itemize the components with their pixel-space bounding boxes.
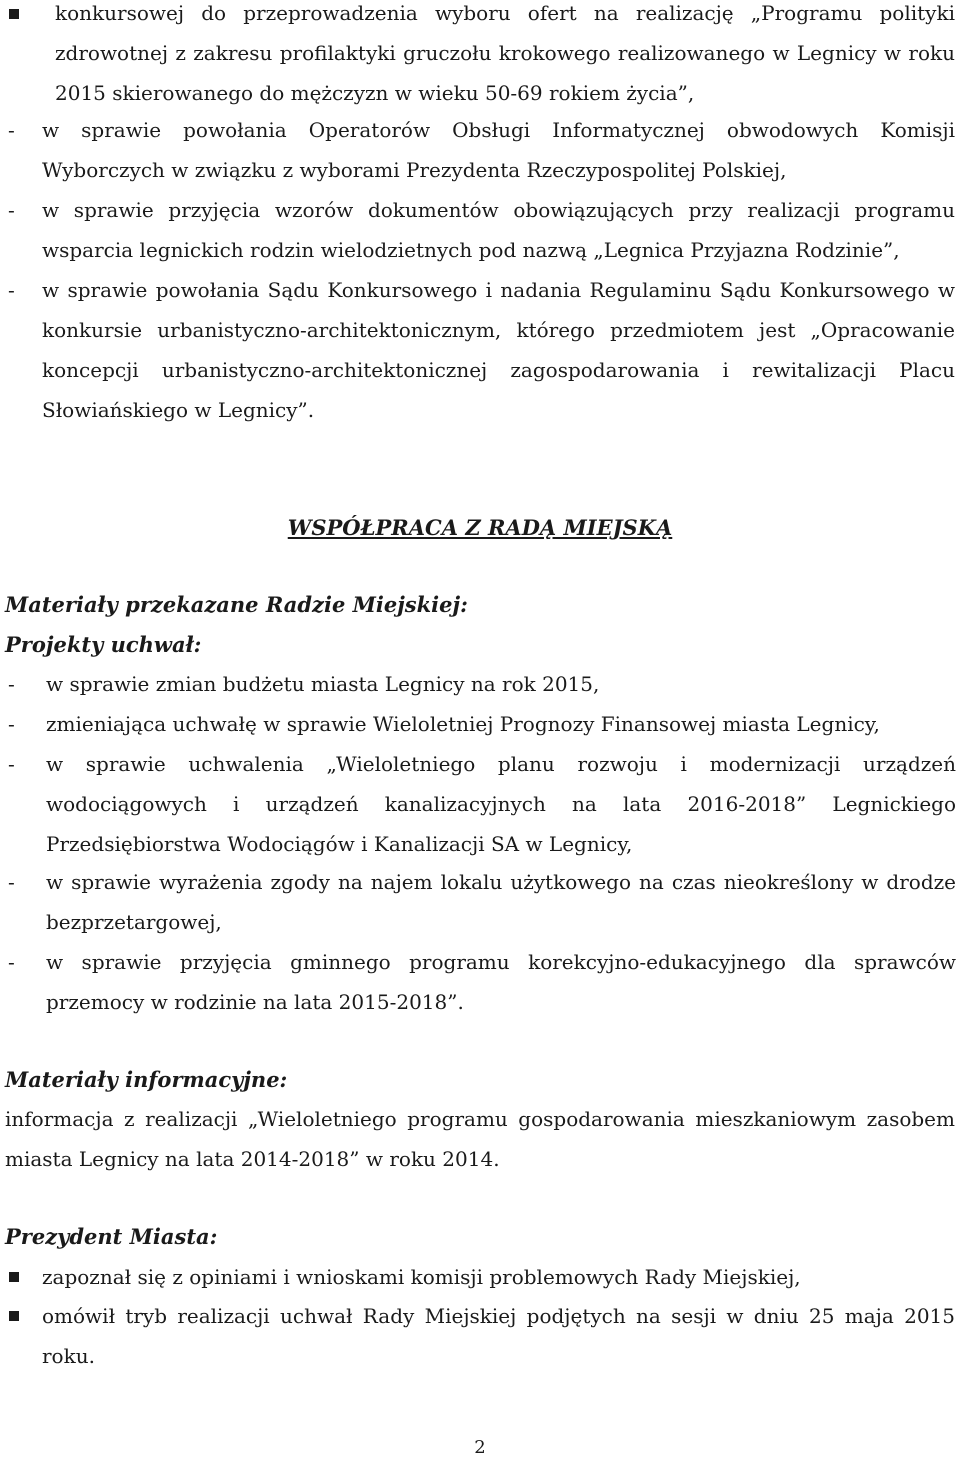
- list-item: omówił tryb realizacji uchwał Rady Miejskiej podjętych na sesji w dniu 25 maja 2015 roku.: [42, 1304, 955, 1368]
- list-item: zmieniająca uchwałę w sprawie Wieloletniej Prognozy Finansowej miasta Legnicy,: [46, 712, 880, 736]
- list-item: w sprawie przyjęcia wzorów dokumentów obowiązujących przy realizacji programu wsparcia legnickich rodzin wielodzietnych pod nazwą „Legnica Przyjazna Rodzinie”,: [42, 198, 955, 262]
- dash-marker: -: [8, 870, 15, 894]
- square-bullet-icon: [9, 1311, 19, 1321]
- list-item: w sprawie zmian budżetu miasta Legnicy na rok 2015,: [46, 672, 600, 696]
- square-bullet-icon: [9, 9, 19, 19]
- top-bullet-text: konkursowej do przeprowadzenia wyboru ofert na realizację „Programu polityki zdrowotnej z zakresu profilaktyki gruczołu krokowego realizowanego w Legnicy w roku 2015 skierowanego do mężczyzn w wieku 50-69 rokiem życia”,: [55, 1, 955, 105]
- dash-marker: -: [8, 752, 15, 776]
- list-item: w sprawie powołania Sądu Konkursowego i nadania Regulaminu Sądu Konkursowego w konkursie urbanistyczno-architektonicznym, którego przedmiotem jest „Opracowanie koncepcji urbanistyczno-architektonicznej zagospodarowania i rewitalizacji Placu Słowiańskiego w Legnicy”.: [42, 278, 955, 422]
- section-title: WSPÓŁPRACA Z RADĄ MIEJSKĄ: [287, 515, 673, 540]
- dash-marker: -: [8, 278, 15, 302]
- info-text: informacja z realizacji „Wieloletniego programu gospodarowania mieszkaniowym zasobem miasta Legnicy na lata 2014-2018” w roku 2014.: [5, 1107, 955, 1171]
- page-number: 2: [474, 1437, 486, 1458]
- projects-heading: Projekty uchwał:: [5, 632, 202, 657]
- materials-heading: Materiały przekazane Radzie Miejskiej:: [5, 592, 468, 617]
- square-bullet-icon: [9, 1272, 19, 1282]
- mayor-heading: Prezydent Miasta:: [5, 1224, 218, 1249]
- dash-marker: -: [8, 118, 15, 142]
- dash-marker: -: [8, 712, 15, 736]
- dash-marker: -: [8, 950, 15, 974]
- dash-marker: -: [8, 672, 15, 696]
- list-item: w sprawie przyjęcia gminnego programu korekcyjno-edukacyjnego dla sprawców przemocy w rodzinie na lata 2015-2018”.: [46, 950, 956, 1014]
- list-item: w sprawie uchwalenia „Wieloletniego planu rozwoju i modernizacji urządzeń wodociągowych i urządzeń kanalizacyjnych na lata 2016-2018” Legnickiego Przedsiębiorstwa Wodociągów i Kanalizacji SA w Legnicy,: [46, 752, 956, 856]
- list-item: zapoznał się z opiniami i wnioskami komisji problemowych Rady Miejskiej,: [42, 1265, 801, 1289]
- info-heading: Materiały informacyjne:: [5, 1067, 288, 1092]
- list-item: w sprawie wyrażenia zgody na najem lokalu użytkowego na czas nieokreślony w drodze bezprzetargowej,: [46, 870, 956, 934]
- dash-marker: -: [8, 198, 15, 222]
- list-item: w sprawie powołania Operatorów Obsługi Informatycznej obwodowych Komisji Wyborczych w związku z wyborami Prezydenta Rzeczypospolitej Polskiej,: [42, 118, 955, 182]
